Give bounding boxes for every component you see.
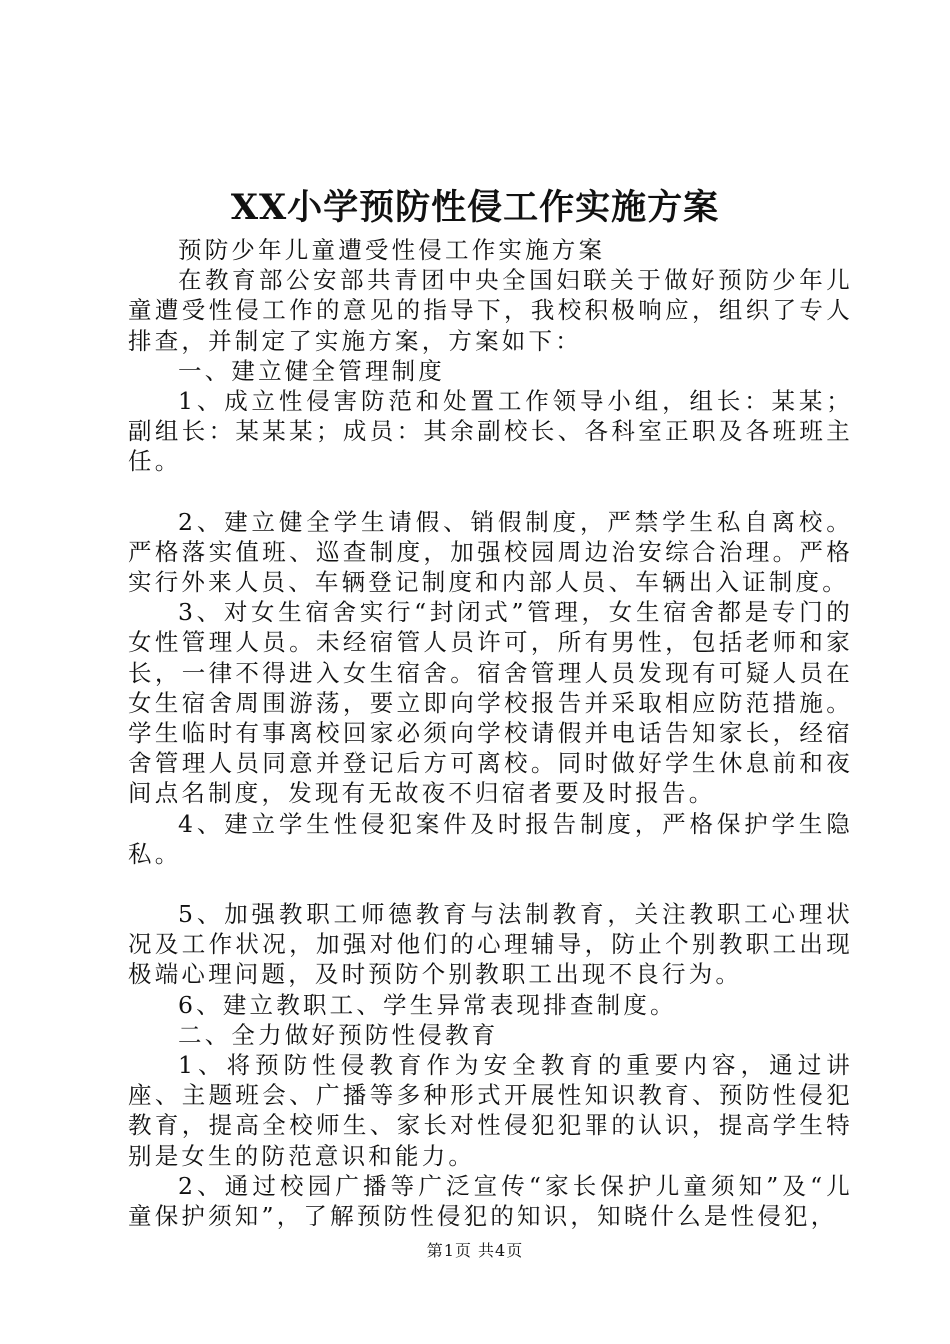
item-1-6: 6、建立教职工、学生异常表现排查制度。	[178, 990, 677, 1019]
page-number: 第1页 共4页	[426, 1241, 524, 1260]
section-heading-2: 二、全力做好预防性侵教育	[178, 1020, 499, 1049]
subtitle-paragraph: 预防少年儿童遭受性侵工作实施方案	[178, 236, 606, 264]
document-body	[128, 235, 853, 1231]
item-1-3: 3、对女生宿舍实行“封闭式”管理，女生宿舍都是专门的女性管理人员。未经宿管人员许可，所有男性，包括老师和家长，一律不得进入女生宿舍。宿舍管理人员发现有可疑人员在女生宿舍周围游荡，要立即向学校报告并采取相应防范措施。学生临时有事离校回家必须向学校请假并电话告知家长，经宿舍管理人员同意并登记后方可离校。同时做好学生休息前和夜间点名制度，发现有无故夜不归宿者要及时报告。	[128, 598, 853, 808]
item-1-1: 1、成立性侵害防范和处置工作领导小组，组长：某某；副组长：某某某；成员：其余副校长、各科室正职及各班班主任。	[128, 387, 853, 476]
section-heading-1: 一、建立健全管理制度	[178, 356, 445, 385]
item-2-1: 1、将预防性侵教育作为安全教育的重要内容，通过讲座、主题班会、广播等多种形式开展性知识教育、预防性侵犯教育，提高全校师生、家长对性侵犯犯罪的认识，提高学生特别是女生的防范意识和能力。	[128, 1051, 853, 1170]
document-title: XX小学预防性侵工作实施方案	[230, 187, 720, 228]
item-1-4: 4、建立学生性侵犯案件及时报告制度，严格保护学生隐私。	[128, 809, 853, 868]
item-1-5: 5、加强教职工师德教育与法制教育，关注教职工心理状况及工作状况，加强对他们的心理辅导，防止个别教职工出现极端心理问题，及时预防个别教职工出现不良行为。	[128, 900, 853, 989]
intro-paragraph: 在教育部公安部共青团中央全国妇联关于做好预防少年儿童遭受性侵工作的意见的指导下，我校积极响应，组织了专人排查，并制定了实施方案，方案如下：	[128, 266, 853, 355]
item-1-2: 2、建立健全学生请假、销假制度，严禁学生私自离校。严格落实值班、巡查制度，加强校园周边治安综合治理。严格实行外来人员、车辆登记制度和内部人员、车辆出入证制度。	[128, 507, 853, 597]
item-2-2: 2、通过校园广播等广泛宣传“家长保护儿童须知”及“儿童保护须知”，了解预防性侵犯的知识，知晓什么是性侵犯，	[128, 1171, 853, 1231]
